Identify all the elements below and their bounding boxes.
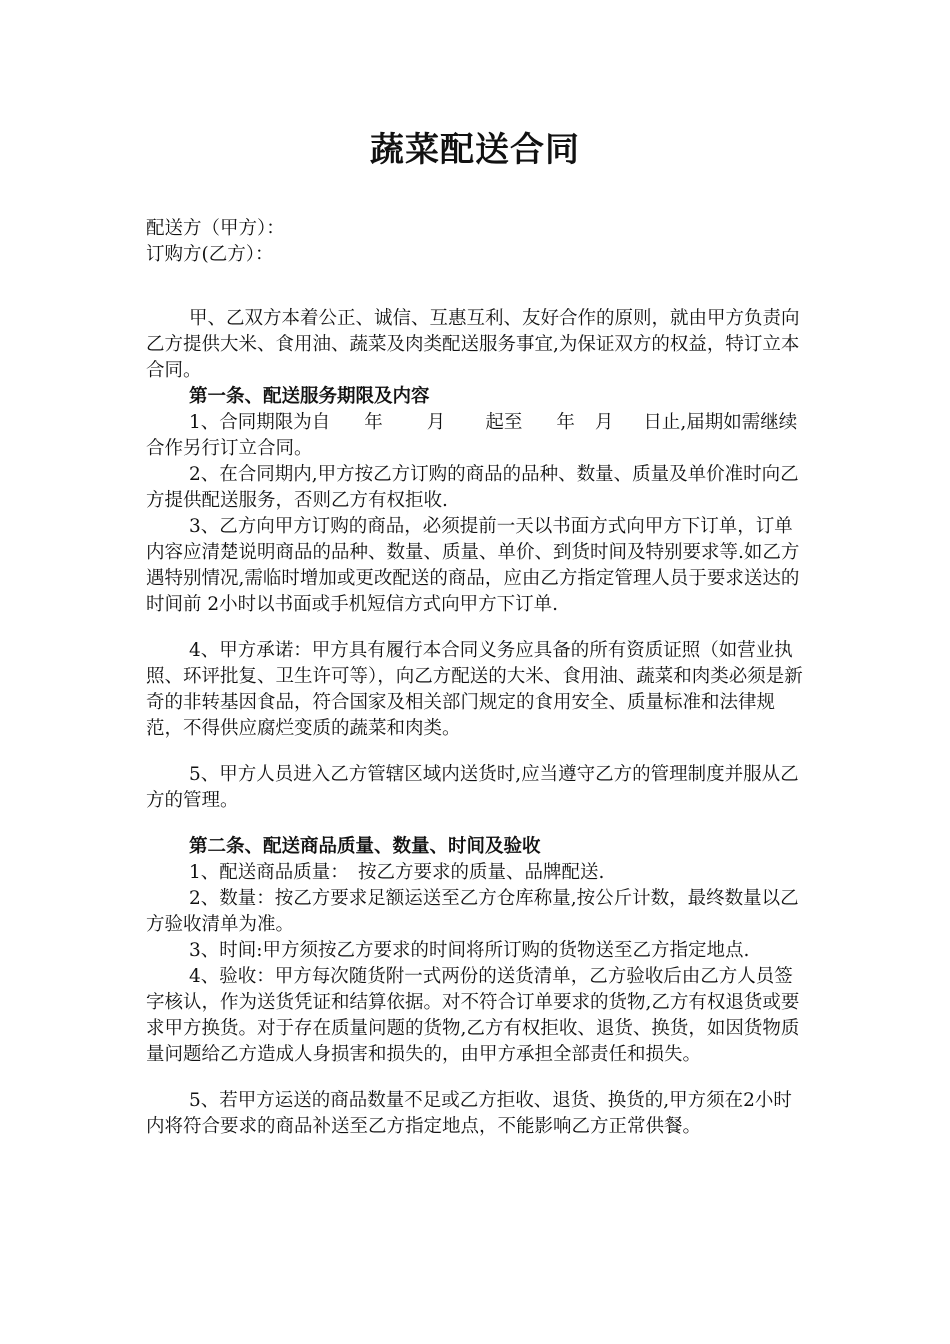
- clause1-text-end: 日止,届期如需继续合作另行订立合同。: [146, 412, 798, 459]
- article1-clause5: 5、甲方人员进入乙方管辖区域内送货时,应当遵守乙方的管理制度并服从乙方的管理。: [146, 764, 799, 811]
- article2-clause2: 2、数量：按乙方要求足额运送至乙方仓库称量,按公斤计数，最终数量以乙方验收清单为准。: [146, 888, 799, 935]
- clause1-month2: 月: [594, 412, 614, 433]
- article1-heading: 第一条、配送服务期限及内容: [189, 386, 430, 407]
- party-b-label: 订购方(乙方）：: [146, 244, 274, 265]
- article1-clause4: 4、甲方承诺：甲方具有履行本合同义务应具备的所有资质证照（如营业执照、环评批复、卫生许可等），向乙方配送的大米、食用油、蔬菜和肉类必须是新奇的非转基因食品，符合国家及相关部门规定的食用安全、质量标准和法律规范，不得供应腐烂变质的蔬菜和肉类。: [146, 640, 803, 739]
- article2-clause1: 1、配送商品质量： 按乙方要求的质量、品牌配送.: [189, 862, 605, 883]
- article1-clause3: 3、乙方向甲方订购的商品，必须提前一天以书面方式向甲方下订单，订单内容应清楚说明商品的品种、数量、质量、单价、到货时间及特别要求等.如乙方遇特别情况,需临时增加或更改配送的商品，应由乙方指定管理人员于要求送达的时间前 2小时以书面或手机短信方式向甲方下订单.: [146, 516, 800, 615]
- document-title: 蔬菜配送合同: [370, 130, 580, 170]
- party-a-label: 配送方（甲方）：: [146, 218, 285, 239]
- contract-body: [146, 306, 806, 1140]
- clause1-year1: 年: [364, 412, 383, 433]
- article2-clause5: 5、若甲方运送的商品数量不足或乙方拒收、退货、换货的,甲方须在2小时内将符合要求的商品补送至乙方指定地点，不能影响乙方正常供餐。: [146, 1090, 792, 1137]
- article1-clause1: [146, 410, 806, 462]
- article1-clause2: 2、在合同期内,甲方按乙方订购的商品的品种、数量、质量及单价准时向乙方提供配送服务，否则乙方有权拒收.: [146, 464, 799, 511]
- article2-clause3: 3、时间:甲方须按乙方要求的时间将所订购的货物送至乙方指定地点.: [189, 940, 750, 961]
- intro-paragraph: 甲、乙双方本着公正、诚信、互惠互利、友好合作的原则，就由甲方负责向乙方提供大米、食用油、蔬菜及肉类配送服务事宜,为保证双方的权益，特订立本合同。: [146, 308, 800, 381]
- clause1-text-mid: 起至: [485, 412, 523, 433]
- article2-heading: 第二条、配送商品质量、数量、时间及验收: [189, 836, 541, 857]
- clause1-text-a: 1、合同期限为自: [189, 412, 331, 433]
- article2-clause4: 4、验收：甲方每次随货附一式两份的送货清单，乙方验收后由乙方人员签字核认，作为送货凭证和结算依据。对不符合订单要求的货物,乙方有权退货或要求甲方换货。对于存在质量问题的货物,乙方有权拒收、退货、换货，如因货物质量问题给乙方造成人身损害和损失的，由甲方承担全部责任和损失。: [146, 966, 800, 1065]
- clause1-year2: 年: [556, 412, 575, 433]
- clause1-month1: 月: [426, 412, 446, 433]
